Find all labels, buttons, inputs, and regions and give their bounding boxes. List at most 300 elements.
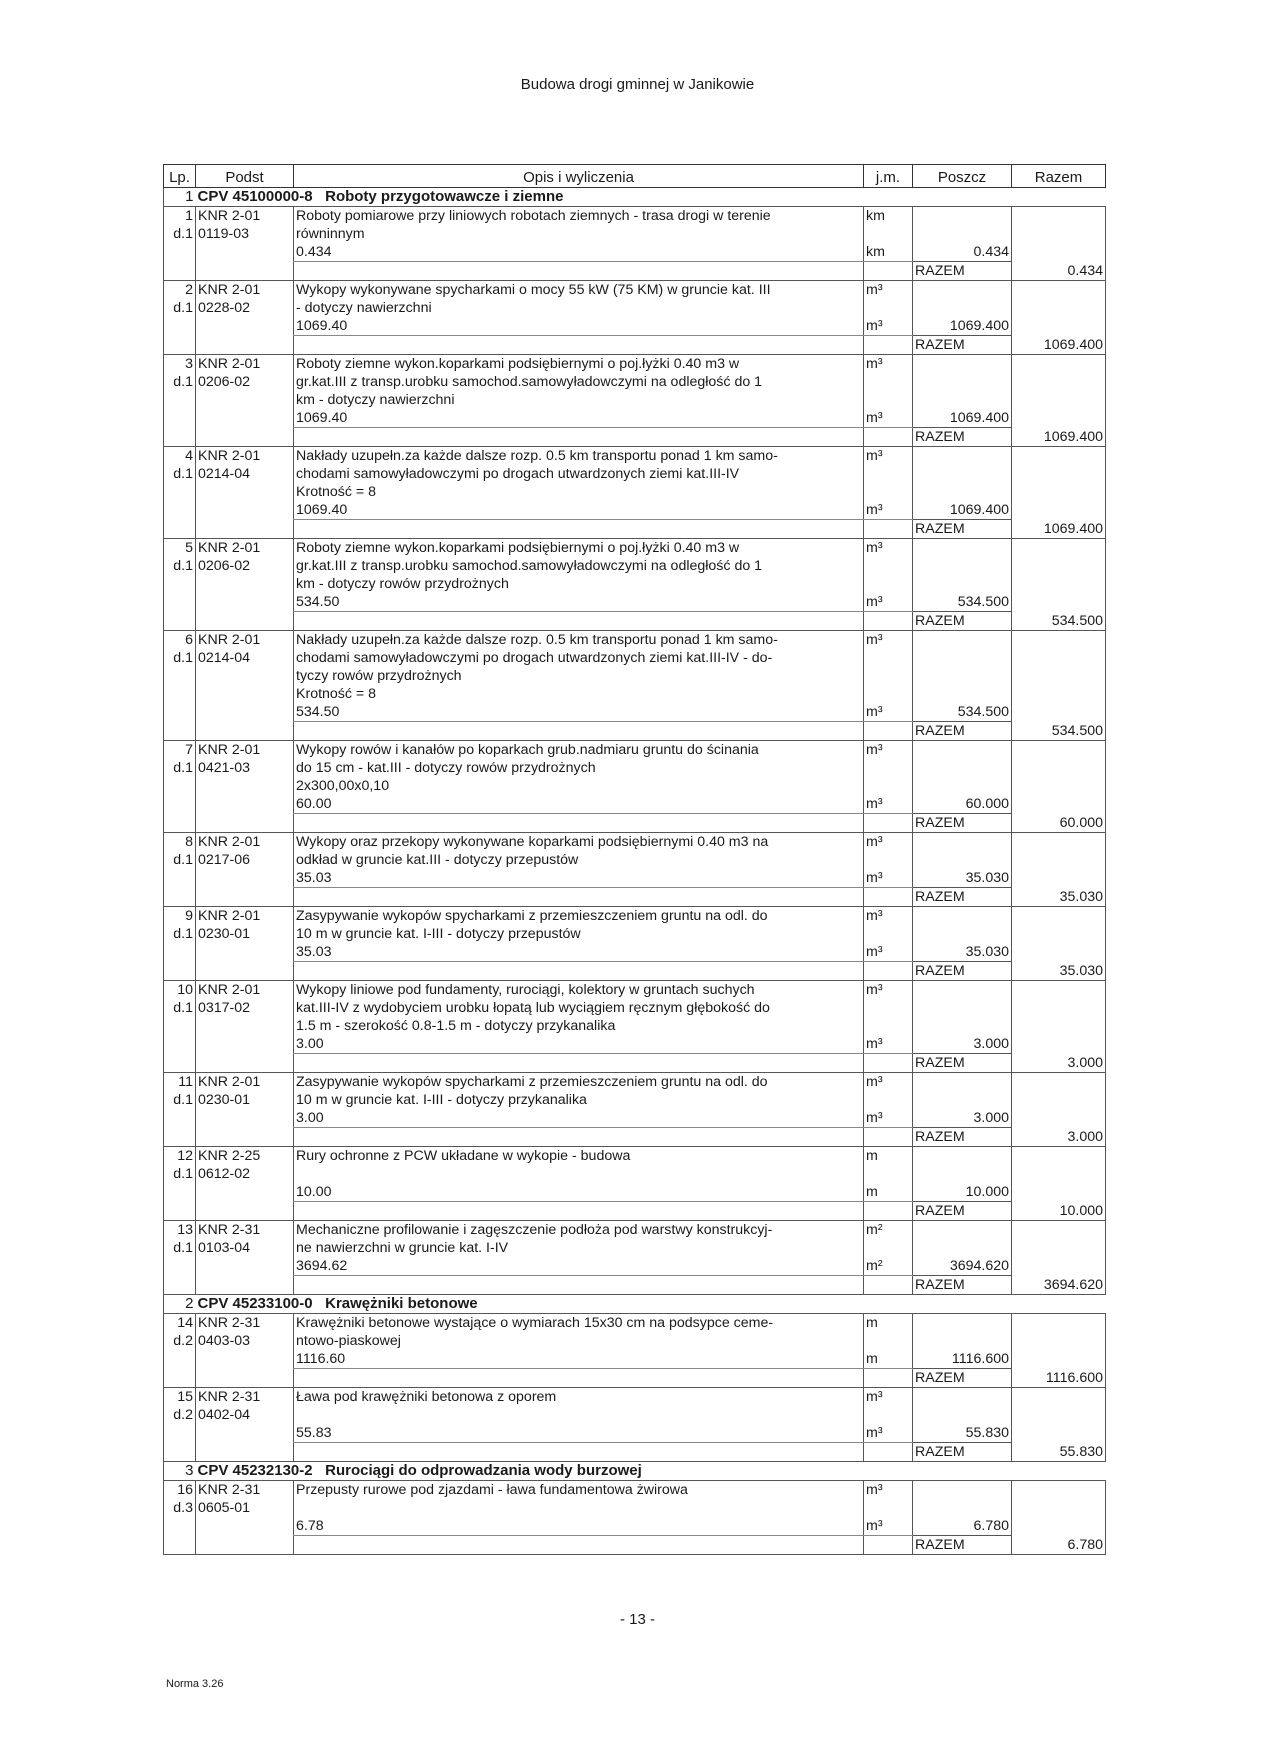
item-number: 1	[185, 208, 193, 224]
item-poszcz-empty	[913, 833, 1012, 870]
item-basis	[196, 1073, 294, 1110]
total-label: RAZEM	[913, 1276, 1012, 1295]
item-knr-code: 0605-01	[198, 1500, 251, 1516]
total-opis-empty	[294, 262, 864, 281]
table-row	[164, 1221, 1106, 1258]
quantity-row	[164, 409, 1106, 428]
item-unit-label: m³	[866, 632, 883, 648]
item-poszcz-value: 60.000	[913, 795, 1012, 814]
item-description-line: kat.III-IV z wydobyciem urobku łopatą lub wyciągiem ręcznym głębokość do	[296, 1000, 770, 1016]
total-lp-empty	[164, 336, 196, 355]
item-calc-value: 3694.62	[294, 1257, 864, 1276]
item-description-line: Przepusty rurowe pod zjazdami - ława fundamentowa żwirowa	[296, 1482, 688, 1498]
section-row	[164, 188, 1106, 207]
item-calc-value: 0.434	[294, 243, 864, 262]
item-description-line: do 15 cm - kat.III - dotyczy rowów przydrożnych	[296, 760, 596, 776]
qty-lp-empty	[164, 1257, 196, 1276]
total-opis-empty	[294, 428, 864, 447]
item-poszcz-value: 534.500	[913, 703, 1012, 722]
item-unit-label: m³	[866, 1074, 883, 1090]
total-jm-empty	[864, 1443, 913, 1462]
item-knr-code: 0119-03	[198, 226, 250, 242]
item-calc-value: 3.00	[294, 1109, 864, 1128]
item-lp	[164, 981, 196, 1036]
item-calc-value: 35.03	[294, 869, 864, 888]
item-razem-value: 534.500	[1012, 612, 1106, 631]
total-row	[164, 1202, 1106, 1221]
item-poszcz-value: 3694.620	[913, 1257, 1012, 1276]
item-lp	[164, 1481, 196, 1518]
item-razem-value: 1069.400	[1012, 520, 1106, 539]
item-basis	[196, 741, 294, 796]
item-razem-empty	[1012, 1314, 1106, 1351]
item-description-line	[296, 1406, 861, 1424]
total-opis-empty	[294, 722, 864, 741]
total-opis-empty	[294, 888, 864, 907]
item-unit-label: km	[866, 208, 885, 224]
item-calc-value: 1069.40	[294, 501, 864, 520]
table-body	[164, 188, 1106, 1555]
item-calc-unit: m	[864, 1183, 913, 1202]
qty-razem-empty	[1012, 501, 1106, 520]
header-jm: j.m.	[864, 165, 913, 188]
total-row	[164, 262, 1106, 281]
total-jm-empty	[864, 1276, 913, 1295]
item-razem-empty	[1012, 1221, 1106, 1258]
item-number: 9	[185, 908, 193, 924]
qty-lp-empty	[164, 795, 196, 814]
item-knr: KNR 2-01	[198, 356, 261, 372]
item-basis	[196, 447, 294, 502]
item-number: 6	[185, 632, 193, 648]
item-sub: d.1	[173, 650, 193, 666]
total-opis-empty	[294, 1443, 864, 1462]
item-poszcz-empty	[913, 355, 1012, 410]
total-lp-empty	[164, 1054, 196, 1073]
qty-podst-empty	[196, 1424, 294, 1443]
total-podst-empty	[196, 520, 294, 539]
item-razem-value: 55.830	[1012, 1443, 1106, 1462]
item-description-line	[296, 1165, 861, 1183]
item-basis	[196, 907, 294, 944]
item-razem-value: 35.030	[1012, 962, 1106, 981]
item-poszcz-value: 35.030	[913, 943, 1012, 962]
item-calc-note: Krotność = 8	[296, 686, 377, 702]
item-knr-code: 0228-02	[198, 300, 251, 316]
page-number: - 13 -	[619, 1611, 655, 1628]
item-poszcz-value: 10.000	[913, 1183, 1012, 1202]
item-calc-value: 35.03	[294, 943, 864, 962]
item-unit-label: m³	[866, 282, 883, 298]
total-label: RAZEM	[913, 520, 1012, 539]
item-unit-label: m³	[866, 908, 883, 924]
item-razem-value: 1116.600	[1012, 1369, 1106, 1388]
item-unit-label: m³	[866, 982, 883, 998]
qty-podst-empty	[196, 1183, 294, 1202]
total-label: RAZEM	[913, 1128, 1012, 1147]
total-lp-empty	[164, 262, 196, 281]
item-razem-value: 0.434	[1012, 262, 1106, 281]
qty-podst-empty	[196, 243, 294, 262]
item-knr-code: 0403-03	[198, 1333, 251, 1349]
item-poszcz-value: 3.000	[913, 1035, 1012, 1054]
qty-razem-empty	[1012, 1257, 1106, 1276]
item-unit-label: m³	[866, 1482, 883, 1498]
total-lp-empty	[164, 814, 196, 833]
item-razem-empty	[1012, 539, 1106, 594]
item-sub: d.1	[173, 300, 193, 316]
item-description	[294, 833, 864, 870]
item-description-line	[296, 1499, 861, 1517]
item-sub: d.1	[173, 760, 193, 776]
total-lp-empty	[164, 1443, 196, 1462]
item-sub: d.1	[173, 852, 193, 868]
item-poszcz-empty	[913, 1314, 1012, 1351]
item-lp	[164, 1314, 196, 1351]
item-calc-note: 2x300,00x0,10	[296, 778, 390, 794]
item-unit-label: m³	[866, 742, 883, 758]
total-label: RAZEM	[913, 428, 1012, 447]
qty-podst-empty	[196, 1257, 294, 1276]
item-razem-empty	[1012, 981, 1106, 1036]
item-calc-unit: m³	[864, 593, 913, 612]
quantity-row	[164, 795, 1106, 814]
qty-lp-empty	[164, 243, 196, 262]
item-basis	[196, 355, 294, 410]
qty-podst-empty	[196, 409, 294, 428]
item-knr-code: 0421-03	[198, 760, 251, 776]
qty-razem-empty	[1012, 1350, 1106, 1369]
item-lp	[164, 833, 196, 870]
item-poszcz-empty	[913, 281, 1012, 318]
item-description-line: km - dotyczy nawierzchni	[296, 392, 455, 408]
item-lp	[164, 1388, 196, 1425]
item-calc-unit: m³	[864, 409, 913, 428]
item-calc-unit: m³	[864, 1424, 913, 1443]
total-row	[164, 1443, 1106, 1462]
qty-razem-empty	[1012, 1035, 1106, 1054]
item-description-line: chodami samowyładowczymi po drogach utwardzonych ziemi kat.III-IV - do-	[296, 650, 773, 666]
quantity-row	[164, 501, 1106, 520]
item-calc-unit: m²	[864, 1257, 913, 1276]
total-row	[164, 1276, 1106, 1295]
item-lp	[164, 1147, 196, 1184]
qty-podst-empty	[196, 1350, 294, 1369]
table-row	[164, 355, 1106, 410]
total-jm-empty	[864, 428, 913, 447]
total-row	[164, 520, 1106, 539]
table-row	[164, 833, 1106, 870]
total-podst-empty	[196, 262, 294, 281]
item-description-line: Wykopy oraz przekopy wykonywane koparkami podsiębiernymi 0.40 m3 na	[296, 834, 769, 850]
item-description-line: - dotyczy nawierzchni	[296, 300, 432, 316]
item-razem-empty	[1012, 1073, 1106, 1110]
item-number: 10	[177, 982, 193, 998]
item-description-line: Roboty ziemne wykon.koparkami podsiębiernymi o poj.łyżki 0.40 m3 w	[296, 540, 740, 556]
item-unit	[864, 907, 913, 944]
qty-lp-empty	[164, 703, 196, 722]
item-basis	[196, 281, 294, 318]
item-calc-unit: m³	[864, 317, 913, 336]
item-description-line: 10 m w gruncie kat. I-III - dotyczy przepustów	[296, 926, 581, 942]
qty-lp-empty	[164, 317, 196, 336]
total-opis-empty	[294, 1369, 864, 1388]
quantity-row	[164, 1109, 1106, 1128]
item-poszcz-empty	[913, 207, 1012, 244]
item-description	[294, 741, 864, 796]
item-number: 15	[177, 1389, 193, 1405]
total-opis-empty	[294, 814, 864, 833]
item-razem-empty	[1012, 631, 1106, 704]
item-calc-note: Krotność = 8	[296, 484, 377, 500]
section-row	[164, 1295, 1106, 1314]
total-label: RAZEM	[913, 722, 1012, 741]
item-number: 8	[185, 834, 193, 850]
item-knr: KNR 2-01	[198, 834, 261, 850]
total-podst-empty	[196, 888, 294, 907]
total-podst-empty	[196, 1443, 294, 1462]
cost-estimate-table-wrapper	[163, 164, 1105, 1555]
item-unit-label: m	[866, 1148, 878, 1164]
header-podst: Podst	[196, 165, 294, 188]
item-razem-empty	[1012, 833, 1106, 870]
section-number: 3	[164, 1462, 196, 1481]
item-calc-value: 534.50	[294, 593, 864, 612]
item-poszcz-empty	[913, 1073, 1012, 1110]
item-unit-label: m³	[866, 1389, 883, 1405]
total-lp-empty	[164, 1128, 196, 1147]
item-knr-code: 0612-02	[198, 1166, 251, 1182]
item-number: 16	[177, 1482, 193, 1498]
header-lp: Lp.	[164, 165, 196, 188]
total-lp-empty	[164, 888, 196, 907]
total-opis-empty	[294, 1276, 864, 1295]
qty-lp-empty	[164, 409, 196, 428]
item-description-line: Wykopy wykonywane spycharkami o mocy 55 kW (75 KM) w gruncie kat. III	[296, 282, 771, 298]
item-calc-unit: m³	[864, 703, 913, 722]
qty-lp-empty	[164, 1035, 196, 1054]
total-opis-empty	[294, 1536, 864, 1555]
item-razem-value: 3.000	[1012, 1128, 1106, 1147]
item-calc-value: 1069.40	[294, 317, 864, 336]
item-unit	[864, 1314, 913, 1351]
item-poszcz-value: 1069.400	[913, 317, 1012, 336]
item-description-line: Wykopy liniowe pod fundamenty, rurociągi, kolektory w gruntach suchych	[296, 982, 755, 998]
item-unit	[864, 281, 913, 318]
qty-razem-empty	[1012, 243, 1106, 262]
item-description-line: odkład w gruncie kat.III - dotyczy przepustów	[296, 852, 579, 868]
total-jm-empty	[864, 1054, 913, 1073]
total-label: RAZEM	[913, 336, 1012, 355]
item-poszcz-empty	[913, 981, 1012, 1036]
item-number: 14	[177, 1315, 193, 1331]
item-razem-empty	[1012, 907, 1106, 944]
item-sub: d.2	[173, 1407, 193, 1423]
section-title	[196, 1295, 1106, 1314]
quantity-row	[164, 593, 1106, 612]
item-razem-value: 3694.620	[1012, 1276, 1106, 1295]
qty-razem-empty	[1012, 1424, 1106, 1443]
item-calc-unit: m³	[864, 1109, 913, 1128]
item-description-line: Zasypywanie wykopów spycharkami z przemieszczeniem gruntu na odl. do	[296, 908, 768, 924]
total-opis-empty	[294, 520, 864, 539]
total-opis-empty	[294, 336, 864, 355]
item-unit	[864, 1147, 913, 1184]
table-row	[164, 981, 1106, 1036]
total-row	[164, 1128, 1106, 1147]
table-row	[164, 1073, 1106, 1110]
item-lp	[164, 207, 196, 244]
total-opis-empty	[294, 1054, 864, 1073]
item-description-line: km - dotyczy rowów przydrożnych	[296, 576, 509, 592]
total-lp-empty	[164, 428, 196, 447]
item-calc-unit: m³	[864, 501, 913, 520]
item-knr: KNR 2-01	[198, 908, 261, 924]
item-description-line: Nakłady uzupełn.za każde dalsze rozp. 0.5 km transportu ponad 1 km samo-	[296, 632, 778, 648]
item-description-line: 1.5 m - szerokość 0.8-1.5 m - dotyczy przykanalika	[296, 1018, 616, 1034]
total-podst-empty	[196, 962, 294, 981]
item-basis	[196, 981, 294, 1036]
item-poszcz-empty	[913, 631, 1012, 704]
item-description-line: Wykopy rowów i kanałów po koparkach grub.nadmiaru gruntu do ścinania	[296, 742, 759, 758]
total-podst-empty	[196, 336, 294, 355]
qty-podst-empty	[196, 593, 294, 612]
item-knr-code: 0217-06	[198, 852, 251, 868]
item-description-line: gr.kat.III z transp.urobku samochod.samowyładowczymi na odległość do 1	[296, 374, 763, 390]
total-row	[164, 888, 1106, 907]
item-knr: KNR 2-01	[198, 1074, 261, 1090]
item-description	[294, 1388, 864, 1425]
item-lp	[164, 741, 196, 796]
section-cpv-code: CPV 45100000-8	[197, 188, 313, 205]
item-description	[294, 1147, 864, 1184]
header-razem: Razem	[1012, 165, 1106, 188]
qty-podst-empty	[196, 869, 294, 888]
total-label: RAZEM	[913, 888, 1012, 907]
table-row	[164, 207, 1106, 244]
item-unit	[864, 447, 913, 502]
item-description-line: Mechaniczne profilowanie i zagęszczenie podłoża pod warstwy konstrukcyj-	[296, 1222, 773, 1238]
item-basis	[196, 1147, 294, 1184]
total-lp-empty	[164, 1536, 196, 1555]
quantity-row	[164, 243, 1106, 262]
total-row	[164, 1369, 1106, 1388]
item-knr-code: 0103-04	[198, 1240, 251, 1256]
qty-razem-empty	[1012, 943, 1106, 962]
total-opis-empty	[294, 1202, 864, 1221]
item-number: 3	[185, 356, 193, 372]
item-description	[294, 1221, 864, 1258]
item-description	[294, 1073, 864, 1110]
item-poszcz-empty	[913, 1147, 1012, 1184]
qty-razem-empty	[1012, 1517, 1106, 1536]
item-unit	[864, 981, 913, 1036]
total-lp-empty	[164, 1369, 196, 1388]
total-row	[164, 1536, 1106, 1555]
item-razem-value: 534.500	[1012, 722, 1106, 741]
quantity-row	[164, 1424, 1106, 1443]
item-sub: d.1	[173, 1240, 193, 1256]
quantity-row	[164, 1350, 1106, 1369]
item-poszcz-value: 1069.400	[913, 409, 1012, 428]
item-lp	[164, 281, 196, 318]
total-lp-empty	[164, 1276, 196, 1295]
item-description-line: tyczy rowów przydrożnych	[296, 668, 462, 684]
item-knr: KNR 2-01	[198, 448, 261, 464]
total-label: RAZEM	[913, 1536, 1012, 1555]
item-knr: KNR 2-31	[198, 1222, 261, 1238]
item-poszcz-empty	[913, 1221, 1012, 1258]
qty-lp-empty	[164, 1424, 196, 1443]
item-knr-code: 0214-04	[198, 650, 251, 666]
total-label: RAZEM	[913, 962, 1012, 981]
quantity-row	[164, 869, 1106, 888]
item-razem-empty	[1012, 1481, 1106, 1518]
item-sub: d.2	[173, 1333, 193, 1349]
quantity-row	[164, 943, 1106, 962]
item-description-line: gr.kat.III z transp.urobku samochod.samowyładowczymi na odległość do 1	[296, 558, 763, 574]
qty-podst-empty	[196, 1035, 294, 1054]
item-basis	[196, 207, 294, 244]
item-knr: KNR 2-01	[198, 540, 261, 556]
total-jm-empty	[864, 962, 913, 981]
item-unit	[864, 833, 913, 870]
qty-razem-empty	[1012, 1109, 1106, 1128]
item-description	[294, 539, 864, 594]
item-knr: KNR 2-01	[198, 632, 261, 648]
item-unit	[864, 207, 913, 244]
item-razem-value: 60.000	[1012, 814, 1106, 833]
table-row	[164, 539, 1106, 594]
item-calc-unit: m	[864, 1350, 913, 1369]
qty-lp-empty	[164, 943, 196, 962]
item-calc-value: 3.00	[294, 1035, 864, 1054]
item-number: 2	[185, 282, 193, 298]
item-description-line: Rury ochronne z PCW układane w wykopie - budowa	[296, 1148, 631, 1164]
item-calc-value: 6.78	[294, 1517, 864, 1536]
item-razem-empty	[1012, 355, 1106, 410]
qty-podst-empty	[196, 703, 294, 722]
item-basis	[196, 539, 294, 594]
item-lp	[164, 1073, 196, 1110]
table-row	[164, 1314, 1106, 1351]
item-description-line: Nakłady uzupełn.za każde dalsze rozp. 0.5 km transportu ponad 1 km samo-	[296, 448, 778, 464]
item-description-line: równinnym	[296, 226, 365, 242]
item-poszcz-value: 534.500	[913, 593, 1012, 612]
item-calc-unit: m³	[864, 1517, 913, 1536]
item-poszcz-value: 3.000	[913, 1109, 1012, 1128]
item-calc-value: 60.00	[294, 795, 864, 814]
item-description-line: Ława pod krawężniki betonowa z oporem	[296, 1389, 557, 1405]
footer-note: Norma 3.26	[166, 1678, 224, 1690]
item-description-line: 10 m w gruncie kat. I-III - dotyczy przykanalika	[296, 1092, 587, 1108]
table-row	[164, 1481, 1106, 1518]
item-description	[294, 447, 864, 502]
total-row	[164, 814, 1106, 833]
item-poszcz-empty	[913, 1481, 1012, 1518]
section-cpv-code: CPV 45232130-2	[197, 1462, 313, 1479]
item-calc-unit: km	[864, 243, 913, 262]
total-label: RAZEM	[913, 612, 1012, 631]
item-knr-code: 0206-02	[198, 374, 251, 390]
total-podst-empty	[196, 1128, 294, 1147]
item-poszcz-empty	[913, 1388, 1012, 1425]
section-cpv-code: CPV 45233100-0	[197, 1295, 313, 1312]
header-poszcz: Poszcz	[913, 165, 1012, 188]
section-title	[196, 188, 1106, 207]
section-title-text: Rurociągi do odprowadzania wody burzowej	[325, 1462, 642, 1479]
item-unit-label: m³	[866, 834, 883, 850]
